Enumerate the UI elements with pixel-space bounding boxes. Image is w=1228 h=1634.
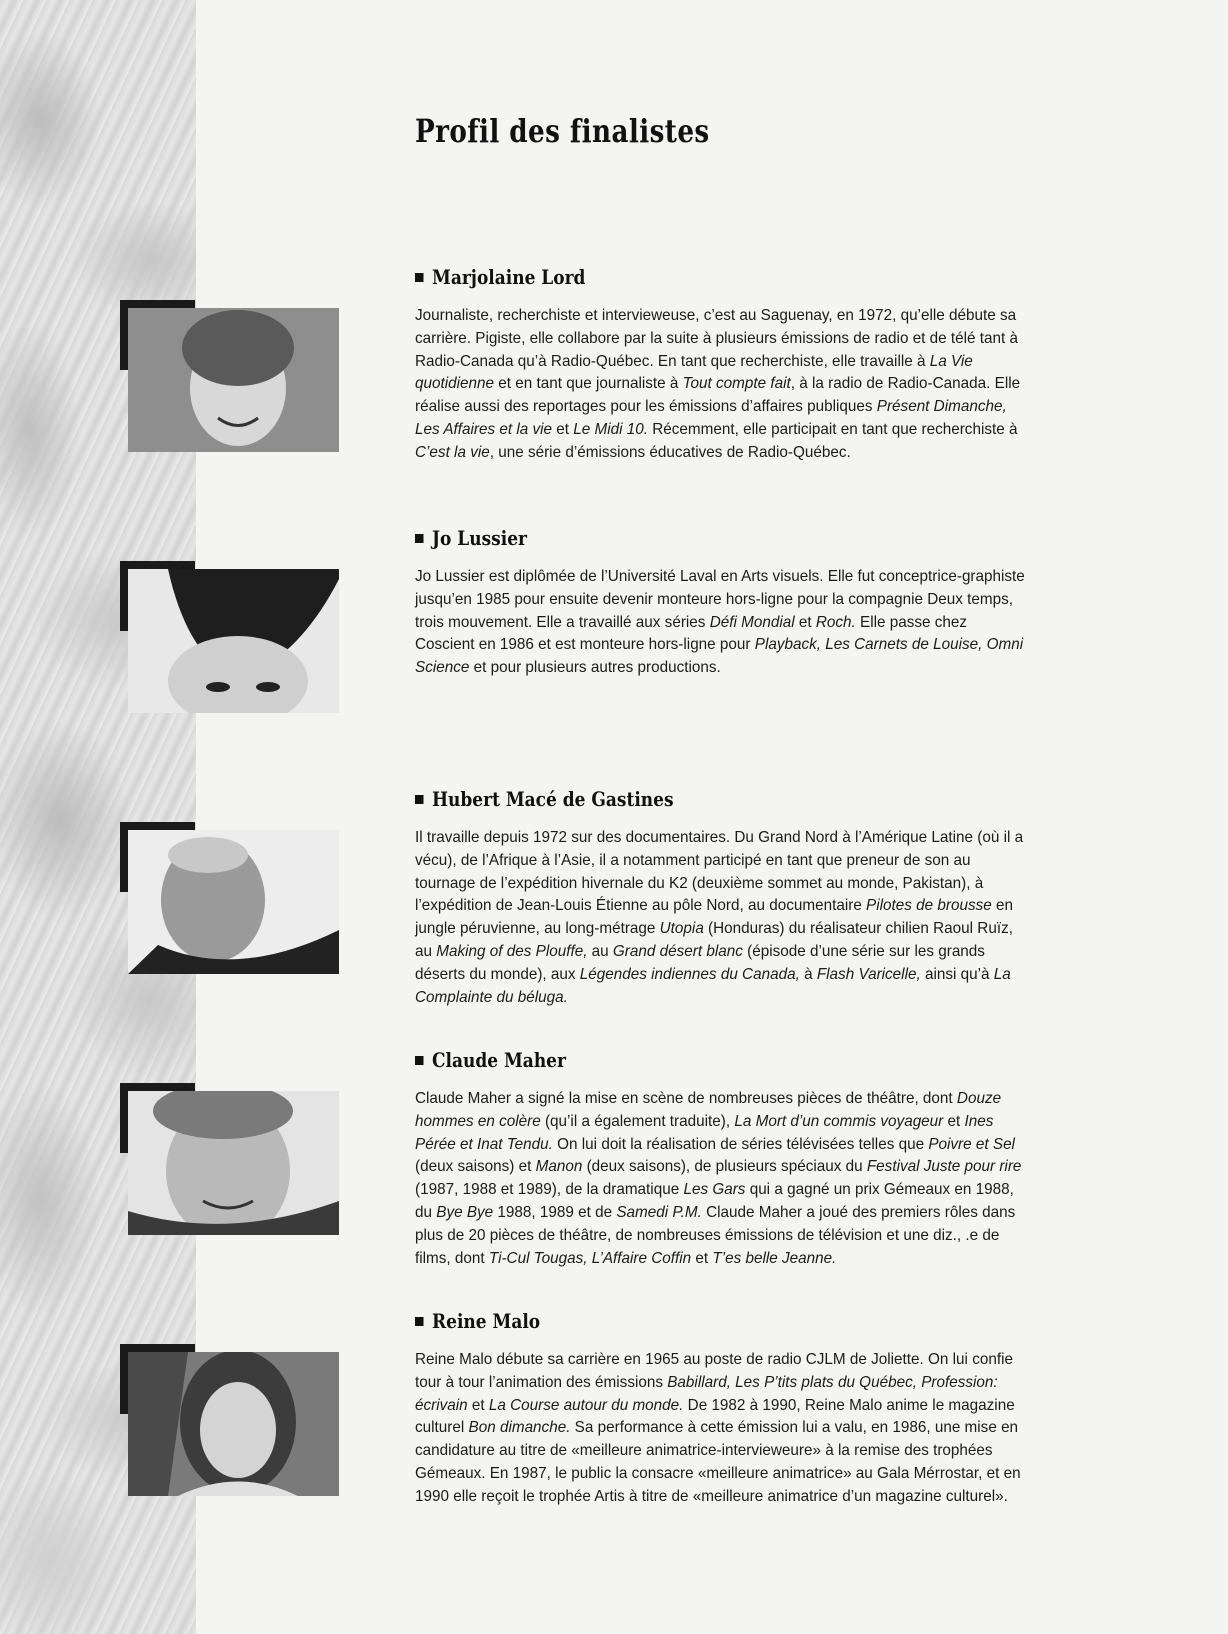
bio-text: Jo Lussier est diplômée de l’Université Laval en Arts visuels. Elle fut conceptrice-graphiste jusqu’en 1985 pour ensuite devenir monteure hors-ligne pour la compagnie Deux temps, trois mouvement. Elle a travaillé aux séries bbox=[415, 568, 1025, 631]
finalist-name: Marjolaine Lord bbox=[415, 265, 585, 289]
finalist-bio bbox=[415, 305, 1026, 465]
finalist-bio bbox=[415, 1349, 1026, 1509]
bio-text: Récemment, elle participait en tant que recherchiste à bbox=[648, 420, 1018, 438]
bio-title-text: Défi Mondial bbox=[709, 613, 795, 631]
finalist-entry bbox=[0, 777, 1228, 1017]
bio-title-text: T’es belle Jeanne. bbox=[712, 1249, 837, 1267]
bio-title-text: Bon dimanche. bbox=[468, 1419, 571, 1437]
bio-title-text: Les Gars bbox=[683, 1181, 746, 1199]
finalist-entry bbox=[0, 1299, 1228, 1539]
bio-text: Journaliste, recherchiste et intervieweuse, c’est au Saguenay, en 1972, qu’elle débute sa carrière. Pigiste, elle collabore par la suite à plusieurs émissions de radio et de télé tant à Radio-Canada qu’à Radio-Québec. En tant que recherchiste, elle travaille à bbox=[415, 307, 1019, 370]
bio-text: au bbox=[587, 942, 613, 960]
bio-text: On lui doit la réalisation de séries télévisées telles que bbox=[552, 1135, 929, 1153]
finalist-name: Jo Lussier bbox=[415, 526, 527, 550]
bio-text: et bbox=[467, 1396, 489, 1414]
bio-text: Elle passe chez Coscient en 1986 et est monteure hors-ligne pour bbox=[415, 613, 968, 654]
portrait-frame bbox=[120, 561, 339, 713]
portrait-photo bbox=[128, 569, 339, 713]
bio-text: ainsi qu’à bbox=[920, 965, 994, 983]
bio-text: (Honduras) du réalisateur chilien Raoul Ruïz, au bbox=[415, 920, 1013, 960]
bio-text: (deux saisons) et bbox=[415, 1158, 536, 1176]
bio-title-text: Poivre et Sel bbox=[928, 1135, 1015, 1153]
bio-text: (épisode d’une série sur les grands déserts du monde), aux bbox=[415, 942, 985, 983]
bio-title-text: Making of des Plouffe, bbox=[436, 942, 588, 960]
bio-text: et bbox=[943, 1112, 965, 1130]
bio-text: (1987, 1988 et 1989), de la dramatique bbox=[415, 1181, 684, 1199]
bio-title-text: Roch. bbox=[815, 613, 856, 631]
bio-title-text: Pilotes de brousse bbox=[866, 897, 992, 915]
bio-text: Sa performance à cette émission lui a valu, en 1986, une mise en candidature au titre de «meilleure animatrice-intervieweure» à la remise des trophées Gémeaux. En 1987, le public la consacre «meilleure animatrice» au Gala Mérrostar, et en 1990 elle reçoit le trophée Artis à titre de «meilleure animatrice d’un magazine culturel». bbox=[415, 1419, 1021, 1505]
finalist-name: Reine Malo bbox=[415, 1309, 540, 1333]
bio-text: 1988, 1989 et de bbox=[493, 1203, 617, 1221]
bio-title-text: Samedi P.M. bbox=[616, 1203, 702, 1221]
finalist-entry bbox=[0, 255, 1228, 495]
portrait-photo bbox=[128, 308, 339, 452]
finalist-entry bbox=[0, 516, 1228, 756]
bio-text: Il travaille depuis 1972 sur des documentaires. Du Grand Nord à l’Amérique Latine (où il a vécu), de l’Afrique à l’Asie, il a notamment participé en tant que preneur de son au tournage de l’expédition hivernale du K2 (deuxième sommet au monde, Pakistan), à l’expédition de Jean-Louis Étienne au pôle Nord, au documentaire bbox=[415, 829, 1024, 915]
bio-title-text: Festival Juste pour rire bbox=[866, 1158, 1022, 1176]
bio-title-text: Ines Pérée et Inat Tendu. bbox=[415, 1112, 994, 1153]
bio-title-text: Douze hommes en colère bbox=[415, 1090, 1002, 1130]
finalist-bio bbox=[415, 1088, 1026, 1270]
bio-title-text: Bye Bye bbox=[436, 1203, 494, 1221]
bio-text: (qu’il a également traduite), bbox=[540, 1112, 735, 1130]
portrait-photo bbox=[128, 1091, 339, 1235]
finalist-bio bbox=[415, 827, 1026, 1009]
bio-title-text: La Complainte du béluga. bbox=[415, 965, 1011, 1006]
bio-text: Claude Maher a signé la mise en scène de nombreuses pièces de théâtre, dont bbox=[415, 1090, 957, 1107]
bullet-icon bbox=[415, 534, 424, 543]
portrait-frame bbox=[120, 300, 339, 452]
bio-text: Claude Maher a joué des premiers rôles dans plus de 20 pièces de théâtre, de nombreuses émissions de télévision et une diz., .e de films, dont bbox=[415, 1203, 1016, 1267]
portrait-photo bbox=[128, 830, 339, 974]
bio-title-text: Flash Varicelle, bbox=[816, 965, 921, 983]
portrait-frame bbox=[120, 1083, 339, 1235]
portrait-photo bbox=[128, 1352, 339, 1496]
bullet-icon bbox=[415, 1056, 424, 1065]
finalist-entry bbox=[0, 1038, 1228, 1278]
bio-title-text: Babillard, Les P’tits plats du Québec, Profession: écrivain bbox=[415, 1373, 998, 1414]
finalist-bio bbox=[415, 566, 1026, 680]
bio-text: qui a gagné un prix Gémeaux en 1988, du bbox=[415, 1181, 1014, 1221]
bio-text: et pour plusieurs autres productions. bbox=[469, 659, 721, 677]
bio-text: Reine Malo débute sa carrière en 1965 au poste de radio CJLM de Joliette. On lui confie tour à tour l’animation des émissions bbox=[415, 1351, 1013, 1391]
bio-title-text: Playback, Les Carnets de Louise, Omni Science bbox=[415, 636, 1024, 677]
bio-text: , à la radio de Radio-Canada. Elle réalise aussi des reportages pour les émissions d’affaires publiques bbox=[415, 375, 1021, 416]
bio-text: en jungle péruvienne, au long-métrage bbox=[415, 897, 1014, 938]
bio-title-text: Légendes indiennes du Canada, bbox=[579, 965, 800, 983]
bio-text: et bbox=[794, 613, 816, 631]
portrait-frame bbox=[120, 822, 339, 974]
bio-text: et bbox=[691, 1249, 713, 1267]
bio-title-text: Ti-Cul Tougas, L’Affaire Coffin bbox=[488, 1249, 692, 1267]
bio-text: à bbox=[799, 965, 817, 983]
portrait-frame bbox=[120, 1344, 339, 1496]
bio-text: et bbox=[552, 420, 574, 438]
finalist-name: Claude Maher bbox=[415, 1048, 566, 1072]
finalist-name: Hubert Macé de Gastines bbox=[415, 787, 674, 811]
bio-text: et en tant que journaliste à bbox=[494, 375, 683, 393]
bullet-icon bbox=[415, 795, 424, 804]
bullet-icon bbox=[415, 273, 424, 282]
bio-title-text: Manon bbox=[535, 1158, 583, 1176]
bio-text: De 1982 à 1990, Reine Malo anime le magazine culturel bbox=[415, 1396, 1015, 1437]
page-title: Profil des finalistes bbox=[415, 112, 710, 150]
bio-title-text: Tout compte fait bbox=[682, 375, 791, 393]
bio-title-text: La Course autour du monde. bbox=[488, 1396, 684, 1414]
bio-text: (deux saisons), de plusieurs spéciaux du bbox=[582, 1158, 867, 1176]
bullet-icon bbox=[415, 1317, 424, 1326]
bio-title-text: Grand désert blanc bbox=[612, 942, 743, 960]
bio-title-text: La Vie quotidienne bbox=[415, 352, 973, 393]
bio-title-text: Utopia bbox=[659, 920, 704, 938]
bio-title-text: C’est la vie bbox=[415, 443, 490, 461]
bio-title-text: La Mort d’un commis voyageur bbox=[734, 1112, 944, 1130]
bio-text: , une série d’émissions éducatives de Radio-Québec. bbox=[489, 443, 851, 461]
bio-title-text: Présent Dimanche, Les Affaires et la vie bbox=[415, 398, 1007, 438]
bio-title-text: Le Midi 10. bbox=[573, 420, 649, 438]
